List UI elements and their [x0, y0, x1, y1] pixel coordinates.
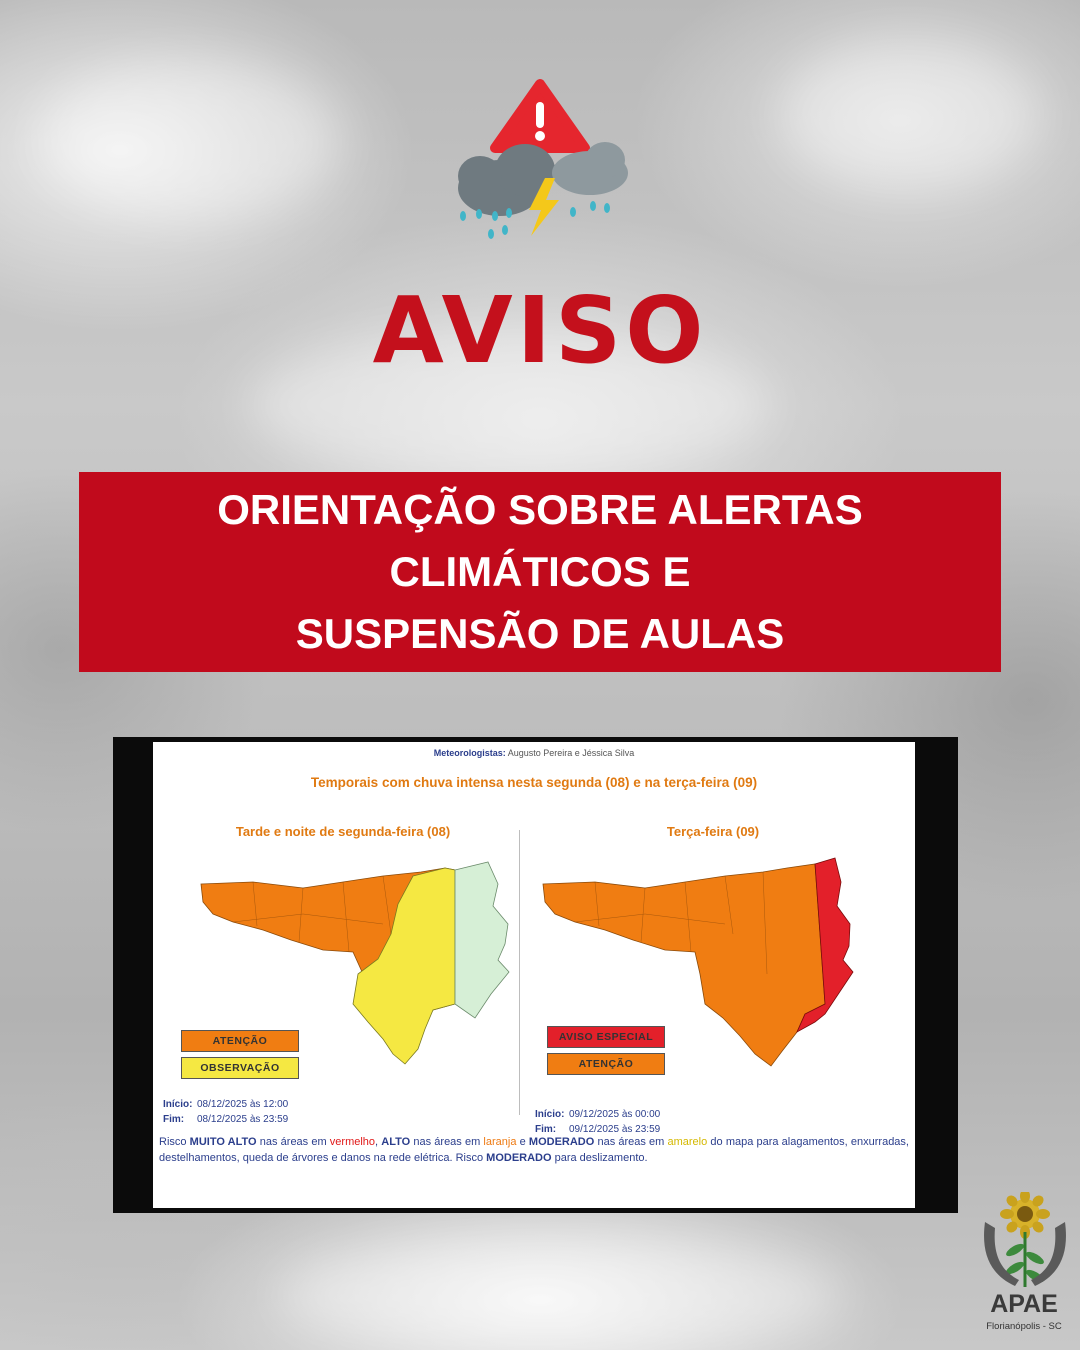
risk-level-moderate: MODERADO [486, 1152, 552, 1164]
apae-flower-hands-logo [975, 1192, 1075, 1342]
warning-storm-icon [445, 78, 635, 248]
right-map-title: Terça-feira (09) [666, 824, 760, 839]
start-label: Início: [163, 1099, 193, 1110]
start-label: Início: [535, 1109, 565, 1120]
legend-aviso-especial: AVISO ESPECIAL [547, 1026, 665, 1048]
risk-text: , [375, 1136, 382, 1148]
end-value: 09/12/2025 às 23:59 [569, 1124, 661, 1135]
cloud-texture [280, 1240, 840, 1350]
left-start [163, 1097, 288, 1112]
right-period [535, 1107, 660, 1137]
risk-text: Risco [159, 1136, 190, 1148]
apae-logo-name: APAE [990, 1290, 1058, 1318]
cloud-texture [40, 60, 340, 220]
risk-level-very-high: MUITO ALTO [189, 1136, 257, 1148]
risk-text: nas áreas em [256, 1136, 330, 1148]
apae-logo-city: Florianópolis - SC [986, 1321, 1062, 1332]
title-banner [79, 472, 1001, 672]
forecast-image [113, 737, 958, 1213]
left-map-title: Tarde e noite de segunda-feira (08) [235, 824, 451, 839]
banner-line-1: ORIENTAÇÃO SOBRE ALERTAS [217, 486, 863, 533]
page-title: AVISO [372, 277, 708, 384]
legend-atencao-right: ATENÇÃO [547, 1053, 665, 1075]
risk-level-moderate: MODERADO [528, 1136, 595, 1148]
risk-color-yellow: amarelo [667, 1136, 708, 1148]
right-start [535, 1107, 660, 1122]
forecast-headline: Temporais com chuva intensa nesta segunda (08) e na terça-feira (09) [310, 775, 758, 790]
legend-observacao: OBSERVAÇÃO [181, 1057, 299, 1079]
meteorologists-credit [153, 748, 915, 758]
meteorologists-names: Augusto Pereira e Jéssica Silva [507, 748, 635, 758]
risk-color-red: vermelho [329, 1136, 376, 1148]
legend-atencao-left: ATENÇÃO [181, 1030, 299, 1052]
risk-text: nas áreas em [410, 1136, 484, 1148]
end-value: 08/12/2025 às 23:59 [197, 1114, 289, 1125]
left-period [163, 1097, 288, 1127]
end-label: Fim: [163, 1114, 185, 1125]
risk-text: para deslizamento. [551, 1152, 648, 1164]
banner-line-2: CLIMÁTICOS E [389, 548, 691, 595]
meteorologists-label: Meteorologistas: [433, 748, 506, 758]
cloud-texture [780, 40, 1040, 190]
risk-description [159, 1134, 909, 1166]
left-end [163, 1112, 288, 1127]
start-value: 08/12/2025 às 12:00 [197, 1099, 289, 1110]
risk-level-high: ALTO [381, 1136, 411, 1148]
end-label: Fim: [535, 1124, 557, 1135]
risk-text: e [516, 1136, 529, 1148]
forecast-panel [153, 742, 915, 1208]
start-value: 09/12/2025 às 00:00 [569, 1109, 661, 1120]
banner-line-3: SUSPENSÃO DE AULAS [295, 610, 785, 657]
risk-text: nas áreas em [594, 1136, 668, 1148]
map-divider [519, 830, 520, 1115]
risk-text: do mapa para alagamentos, enxurradas, destelhamentos, queda de árvores e danos na rede elétrica. Risco [159, 1136, 909, 1164]
risk-color-orange: laranja [483, 1136, 517, 1148]
